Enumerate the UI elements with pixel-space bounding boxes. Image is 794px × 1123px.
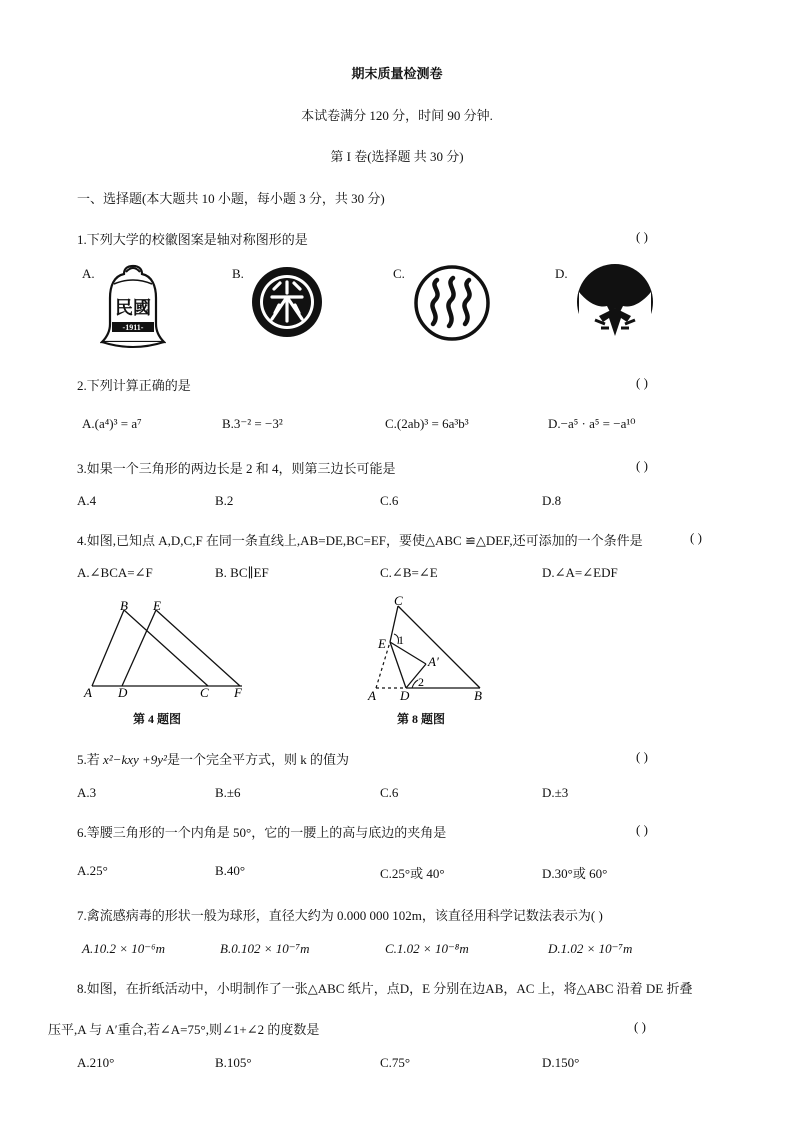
q1-option-b-label: B.	[232, 266, 244, 281]
q3-option-d: D.8	[542, 493, 562, 508]
q5-option-c: C.6	[380, 785, 399, 800]
fig8-label-B: B	[474, 688, 482, 703]
answer-paren-4[interactable]: ( )	[690, 530, 702, 545]
answer-paren-3[interactable]: ( )	[636, 458, 648, 473]
q5-option-d: D.±3	[542, 785, 569, 800]
figure-4-caption: 第 4 题图	[133, 712, 182, 726]
figure-4-diagram	[78, 594, 263, 702]
question-1-text: 1.下列大学的校徽图案是轴对称图形的是	[77, 232, 308, 247]
q4-option-d: D.∠A=∠EDF	[542, 565, 618, 580]
q8-option-d: D.150°	[542, 1055, 580, 1070]
answer-paren-5[interactable]: ( )	[636, 749, 648, 764]
question-6-text: 6.等腰三角形的一个内角是 50°，它的一腰上的高与底边的夹角是	[77, 825, 447, 840]
q6-option-b: B.40°	[215, 863, 246, 878]
q4-option-b: B. BC∥EF	[215, 565, 269, 580]
q5-option-b: B.±6	[215, 785, 241, 800]
q6-option-c: C.25°或 40°	[380, 866, 445, 881]
question-8-text-line2: 压平,A 与 A′重合,若∠A=75°,则∠1+∠2 的度数是	[48, 1022, 320, 1037]
emblem-a-year: -1911-	[122, 323, 144, 332]
q1-option-d-label: D.	[555, 266, 568, 281]
q4-option-a: A.∠BCA=∠F	[77, 565, 153, 580]
q5-text-post: 是一个完全平方式，则 k 的值为	[166, 752, 349, 767]
fig4-label-D: D	[118, 685, 128, 700]
q2-option-d: D.−a⁵ · a⁵ = −a¹⁰	[548, 416, 636, 431]
figure-8-caption: 第 8 题图	[397, 712, 446, 726]
page-title: 期末质量检测卷	[351, 66, 443, 81]
question-3-text: 3.如果一个三角形的两边长是 2 和 4，则第三边长可能是	[77, 461, 396, 476]
question-7-text: 7.禽流感病毒的形状一般为球形，直径大约为 0.000 000 102m，该直径用科学记数法表示为( )	[77, 908, 603, 923]
fig4-label-E: E	[153, 598, 161, 613]
q6-option-a: A.25°	[77, 863, 108, 878]
q7-option-a: A.10.2 × 10⁻⁶m	[82, 941, 165, 956]
q2-option-b: B.3⁻² = −3²	[222, 416, 283, 431]
figure-8-diagram	[362, 592, 492, 704]
answer-paren-6[interactable]: ( )	[636, 822, 648, 837]
question-5-text	[77, 749, 349, 768]
fig4-label-F: F	[234, 685, 242, 700]
q7-option-b: B.0.102 × 10⁻⁷m	[220, 941, 310, 956]
q6-option-d: D.30°或 60°	[542, 866, 608, 881]
part-title: 第 I 卷(选择题 共 30 分)	[330, 149, 464, 164]
q7-option-c: C.1.02 × 10⁻⁸m	[385, 941, 469, 956]
question-4-text: 4.如图,已知点 A,D,C,F 在同一条直线上,AB=DE,BC=EF，要使△ABC ≌△DEF,还可添加的一个条件是	[77, 533, 643, 548]
q3-option-b: B.2	[215, 493, 234, 508]
fig8-label-A-prime: A′	[428, 654, 439, 669]
section-heading: 一、选择题(本大题共 10 小题，每小题 3 分，共 30 分)	[77, 191, 385, 206]
fig8-label-A: A	[368, 688, 376, 703]
q3-option-a: A.4	[77, 493, 97, 508]
wave-emblem-icon	[413, 264, 491, 342]
q5-expression: x²−kxy +9y²	[103, 752, 167, 767]
answer-paren-2[interactable]: ( )	[636, 375, 648, 390]
q8-option-b: B.105°	[215, 1055, 252, 1070]
answer-paren-1[interactable]: ( )	[636, 229, 648, 244]
q2-option-c: C.(2ab)³ = 6a³b³	[385, 416, 469, 431]
q4-option-c: C.∠B=∠E	[380, 565, 438, 580]
q5-option-a: A.3	[77, 785, 97, 800]
fig8-label-D: D	[400, 688, 410, 703]
fig8-label-C: C	[394, 593, 403, 608]
question-8-text-line1: 8.如图，在折纸活动中，小明制作了一张△ABC 纸片，点D，E 分别在边AB，AC 上，将△ABC 沿着 DE 折叠	[77, 981, 693, 996]
peking-emblem-icon	[250, 265, 324, 339]
q3-option-c: C.6	[380, 493, 399, 508]
q8-option-a: A.210°	[77, 1055, 115, 1070]
eagle-emblem-icon	[575, 262, 655, 342]
q8-option-c: C.75°	[380, 1055, 411, 1070]
exam-info: 本试卷满分 120 分，时间 90 分钟.	[301, 108, 493, 123]
fig4-label-C: C	[200, 685, 209, 700]
answer-paren-8[interactable]: ( )	[634, 1019, 646, 1034]
q2-option-a: A.(a⁴)³ = a⁷	[82, 416, 142, 431]
fig8-label-2: 2	[418, 675, 424, 689]
fig8-label-E: E	[378, 636, 386, 651]
q1-option-a-label: A.	[82, 266, 95, 281]
fig8-label-1: 1	[398, 633, 404, 647]
q7-option-d: D.1.02 × 10⁻⁷m	[548, 941, 633, 956]
emblem-a-chars: 民國	[115, 298, 151, 318]
q5-text-pre: 5.若	[77, 752, 100, 767]
bell-emblem-icon	[100, 262, 166, 352]
fig4-label-B: B	[120, 598, 128, 613]
q1-option-c-label: C.	[393, 266, 405, 281]
fig4-label-A: A	[84, 685, 92, 700]
question-2-text: 2.下列计算正确的是	[77, 378, 191, 393]
